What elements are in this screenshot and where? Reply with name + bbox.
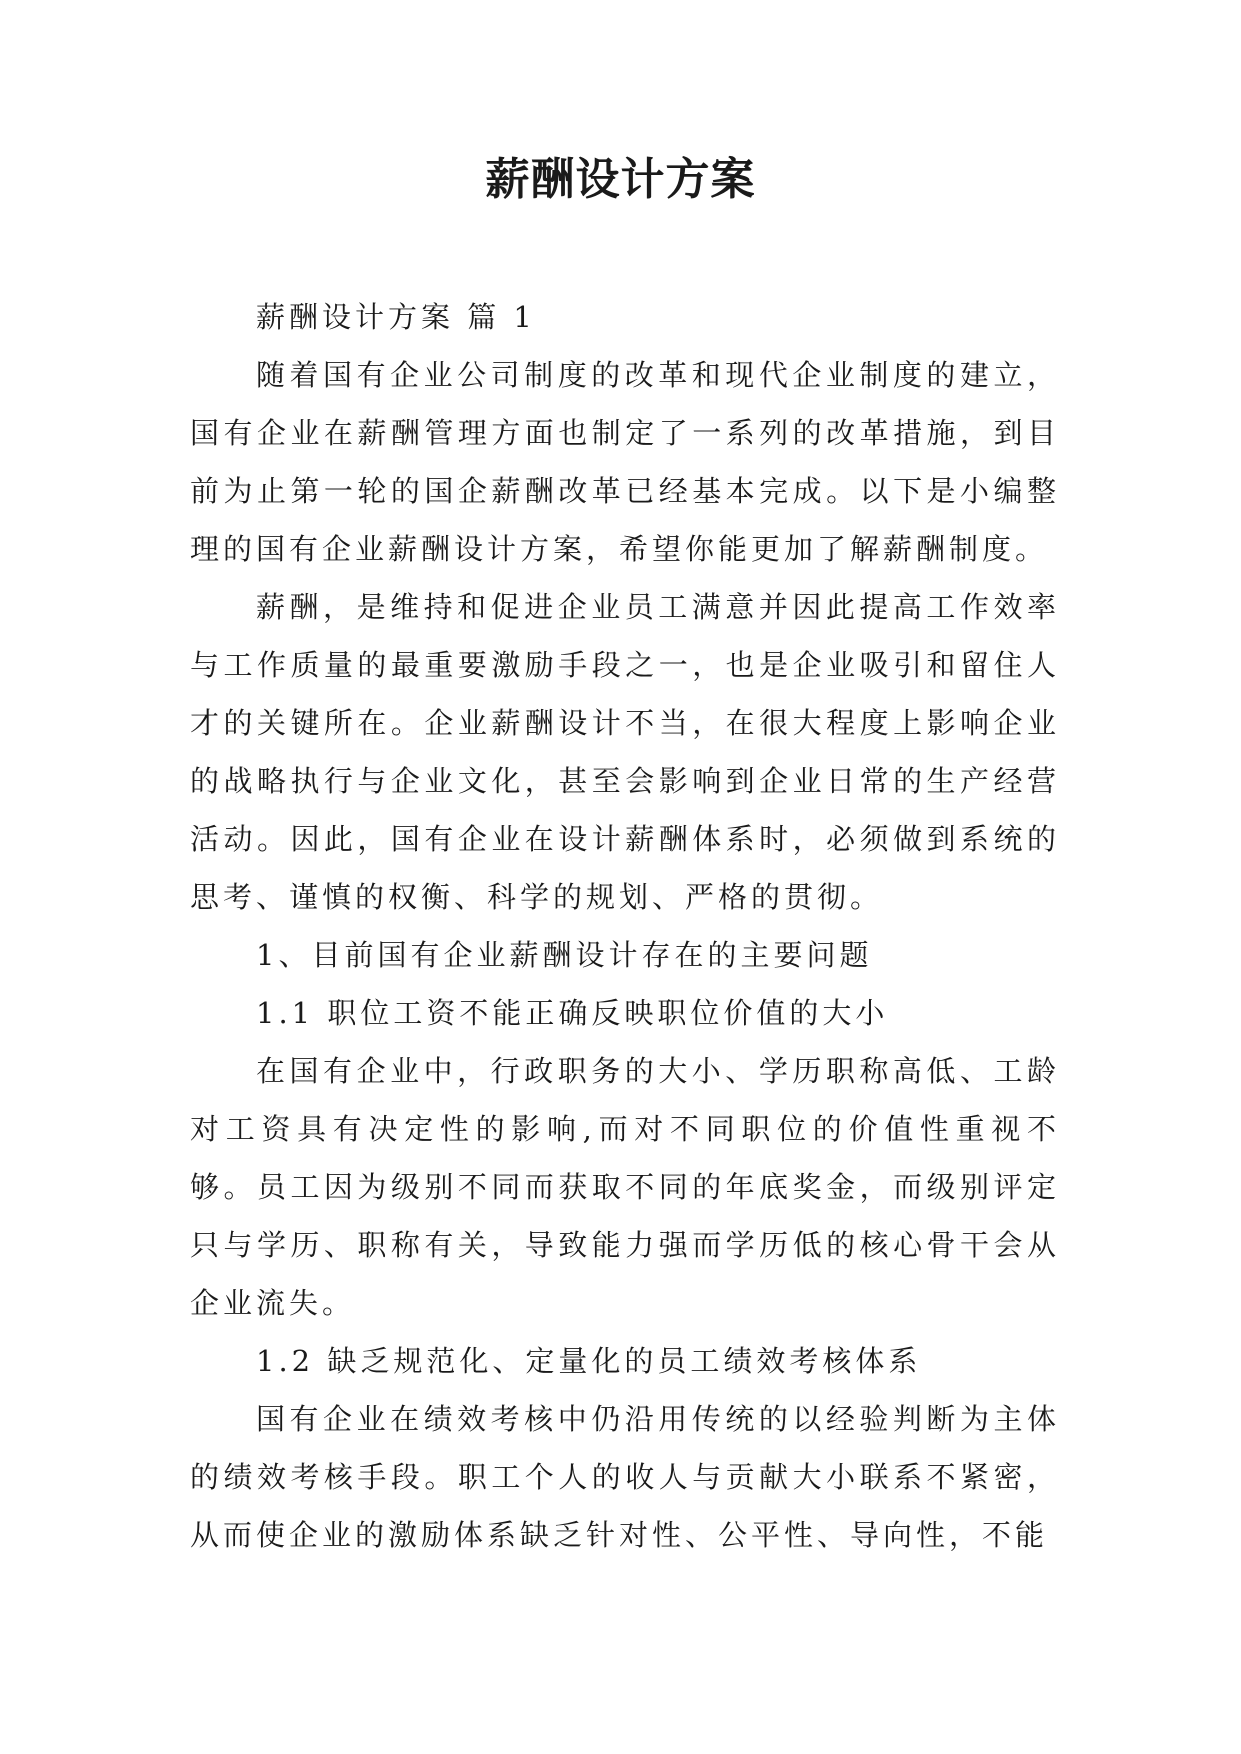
paragraph: 随着国有企业公司制度的改革和现代企业制度的建立，国有企业在薪酬管理方面也制定了一系列的改革措施，到目前为止第一轮的国企薪酬改革已经基本完成。以下是小编整理的国有企业薪酬设计方案，希望你能更加了解薪酬制度。 [190, 358, 1060, 566]
subsection-heading: 1.2 缺乏规范化、定量化的员工绩效考核体系 [256, 1344, 922, 1378]
paragraph: 在国有企业中，行政职务的大小、学历职称高低、工龄对工资具有决定性的影响,而对不同职位的价值性重视不够。员工因为级别不同而获取不同的年底奖金，而级别评定只与学历、职称有关，导致能力强而学历低的核心骨干会从企业流失。 [190, 1054, 1060, 1320]
paragraph: 薪酬，是维持和促进企业员工满意并因此提高工作效率与工作质量的最重要激励手段之一，也是企业吸引和留住人才的关键所在。企业薪酬设计不当，在很大程度上影响企业的战略执行与企业文化，甚至会影响到企业日常的生产经营活动。因此，国有企业在设计薪酬体系时，必须做到系统的思考、谨慎的权衡、科学的规划、严格的贯彻。 [190, 590, 1060, 914]
paragraph: 国有企业在绩效考核中仍沿用传统的以经验判断为主体的绩效考核手段。职工个人的收人与贡献大小联系不紧密，从而使企业的激励体系缺乏针对性、公平性、导向性，不能 [190, 1402, 1060, 1552]
section-heading: 1、目前国有企业薪酬设计存在的主要问题 [256, 938, 873, 972]
document-body [190, 288, 1060, 1564]
section-heading: 薪酬设计方案 篇 1 [256, 300, 536, 334]
subsection-heading: 1.1 职位工资不能正确反映职位价值的大小 [256, 996, 889, 1030]
document-title: 薪酬设计方案 [485, 154, 756, 205]
